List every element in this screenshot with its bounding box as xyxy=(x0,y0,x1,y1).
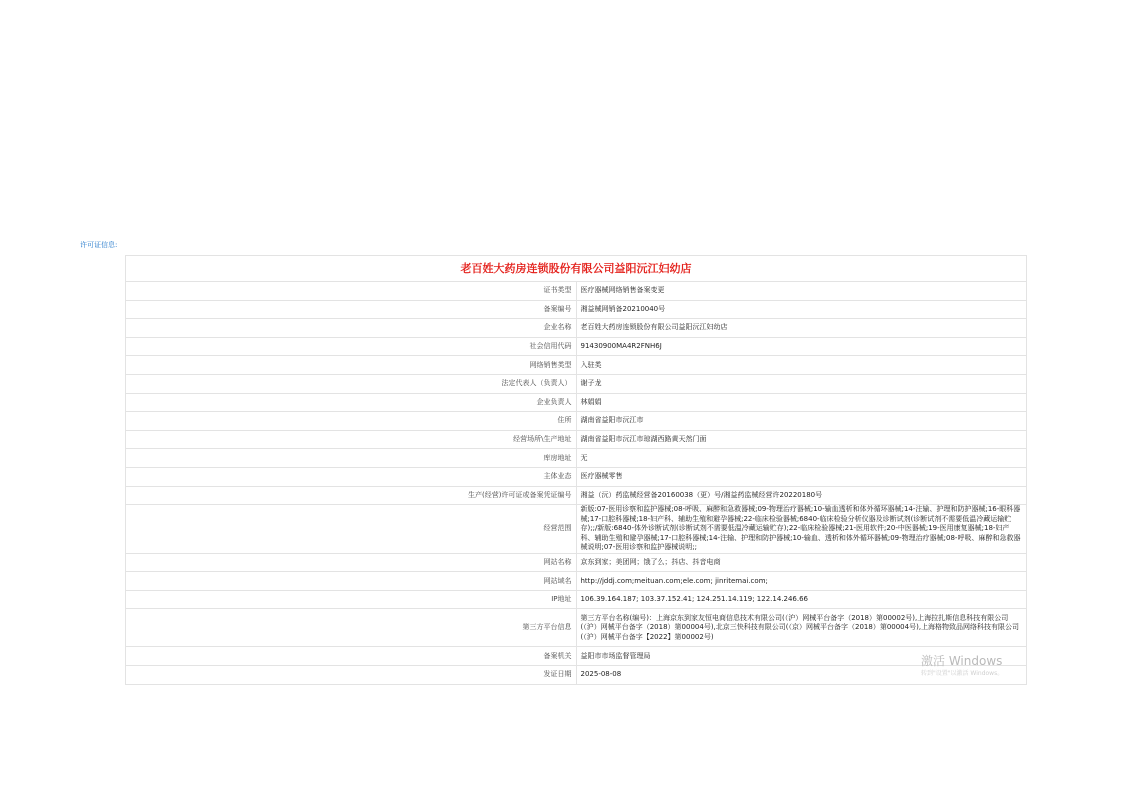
field-label: 备案机关 xyxy=(126,647,577,666)
table-row xyxy=(126,505,1027,554)
table-row xyxy=(126,609,1027,647)
table-row xyxy=(126,590,1027,609)
field-value: 益阳市市场监督管理局 xyxy=(576,647,1027,666)
field-value: 谢子龙 xyxy=(576,374,1027,393)
field-value: 106.39.164.187; 103.37.152.41; 124.251.14.119; 122.14.246.66 xyxy=(576,590,1027,609)
field-value: 京东到家；美团网；饿了么；抖店、抖音电商 xyxy=(576,553,1027,572)
section-label: 许可证信息: xyxy=(80,241,118,249)
field-value: 医疗器械网络销售备案变更 xyxy=(576,282,1027,301)
field-label: 社会信用代码 xyxy=(126,337,577,356)
windows-activation-watermark: 激活 Windows xyxy=(921,654,1003,668)
table-row xyxy=(126,356,1027,375)
table-row xyxy=(126,572,1027,591)
title-row xyxy=(126,256,1027,282)
field-value: 新版:07-医用诊察和监护器械;08-呼吸、麻醉和急救器械;09-物理治疗器械;10-输血透析和体外循环器械;14-注输、护理和防护器械;16-眼科器械;17-口腔科器械;18-妇产科、辅助生殖和避孕器械;22-临床检验器械;6840-临床检验分析仪器及诊断试剂(诊断试剂不需要低温冷藏运输贮存);;/新版:6840-体外诊断试剂(诊断试剂不需要低温冷藏运输贮存);22-临床检验器械;21-医用软件;20-中医器械;19-医用康复器械;18-妇产科、辅助生殖和避孕器械;17-口腔科器械;14-注输、护理和防护器械;10-输血、透析和体外循环器械;09-物理治疗器械;08-呼吸、麻醉和急救器械说明;07-医用诊察和监护器械说明;; xyxy=(576,505,1027,554)
field-value: 湘益（沅）药监械经营备20160038（更）号/湘益药监械经营许20220180号 xyxy=(576,486,1027,505)
field-value: 湖南省益阳市沅江市 xyxy=(576,412,1027,431)
field-label: 经营场所\生产地址 xyxy=(126,430,577,449)
table-row xyxy=(126,282,1027,301)
field-label: 库房地址 xyxy=(126,449,577,468)
field-value: 无 xyxy=(576,449,1027,468)
field-value: 林娟娟 xyxy=(576,393,1027,412)
table-row xyxy=(126,486,1027,505)
field-value: 医疗器械零售 xyxy=(576,467,1027,486)
table-row xyxy=(126,467,1027,486)
field-label: IP地址 xyxy=(126,590,577,609)
field-value: 第三方平台名称(编号)：上海京东到家友恒电商信息技术有限公司(（沪）网械平台备字（2018）第00002号),上海拉扎斯信息科技有限公司(（沪）网械平台备字（2018）第00004号),北京三快科技有限公司(（京）网械平台备字（2018）第00004号),上海格物致品网络科技有限公司(（沪）网械平台备字【2022】第00002号) xyxy=(576,609,1027,647)
field-value: http://jddj.com;meituan.com;ele.com; jinritemai.com; xyxy=(576,572,1027,591)
windows-activation-watermark-sub: 转到"设置"以激活 Windows。 xyxy=(921,670,1004,677)
field-value: 入驻类 xyxy=(576,356,1027,375)
field-label: 网站域名 xyxy=(126,572,577,591)
field-label: 网站名称 xyxy=(126,553,577,572)
field-value: 91430900MA4R2FNH6J xyxy=(576,337,1027,356)
field-value: 老百姓大药房连锁股份有限公司益阳沅江妇幼店 xyxy=(576,319,1027,338)
field-value: 2025-08-08 xyxy=(576,666,1027,685)
table-row xyxy=(126,647,1027,666)
field-label: 备案编号 xyxy=(126,300,577,319)
table-row xyxy=(126,412,1027,431)
field-label: 企业名称 xyxy=(126,319,577,338)
table-row xyxy=(126,393,1027,412)
field-label: 主体业态 xyxy=(126,467,577,486)
field-label: 第三方平台信息 xyxy=(126,609,577,647)
table-row xyxy=(126,374,1027,393)
field-label: 经营范围 xyxy=(126,505,577,554)
table-row xyxy=(126,553,1027,572)
field-label: 法定代表人（负责人） xyxy=(126,374,577,393)
field-value: 湘益械网销备20210040号 xyxy=(576,300,1027,319)
table-row xyxy=(126,430,1027,449)
field-value: 湖南省益阳市沅江市琼湖西路黄天然门面 xyxy=(576,430,1027,449)
field-label: 企业负责人 xyxy=(126,393,577,412)
table-row xyxy=(126,300,1027,319)
table-row xyxy=(126,337,1027,356)
field-label: 发证日期 xyxy=(126,666,577,685)
field-label: 住所 xyxy=(126,412,577,431)
certificate-table xyxy=(125,255,1027,685)
table-row xyxy=(126,449,1027,468)
field-label: 生产(经营)许可证或备案凭证编号 xyxy=(126,486,577,505)
table-row xyxy=(126,319,1027,338)
company-title: 老百姓大药房连锁股份有限公司益阳沅江妇幼店 xyxy=(126,256,1027,282)
field-label: 网络销售类型 xyxy=(126,356,577,375)
table-row xyxy=(126,666,1027,685)
field-label: 证书类型 xyxy=(126,282,577,301)
